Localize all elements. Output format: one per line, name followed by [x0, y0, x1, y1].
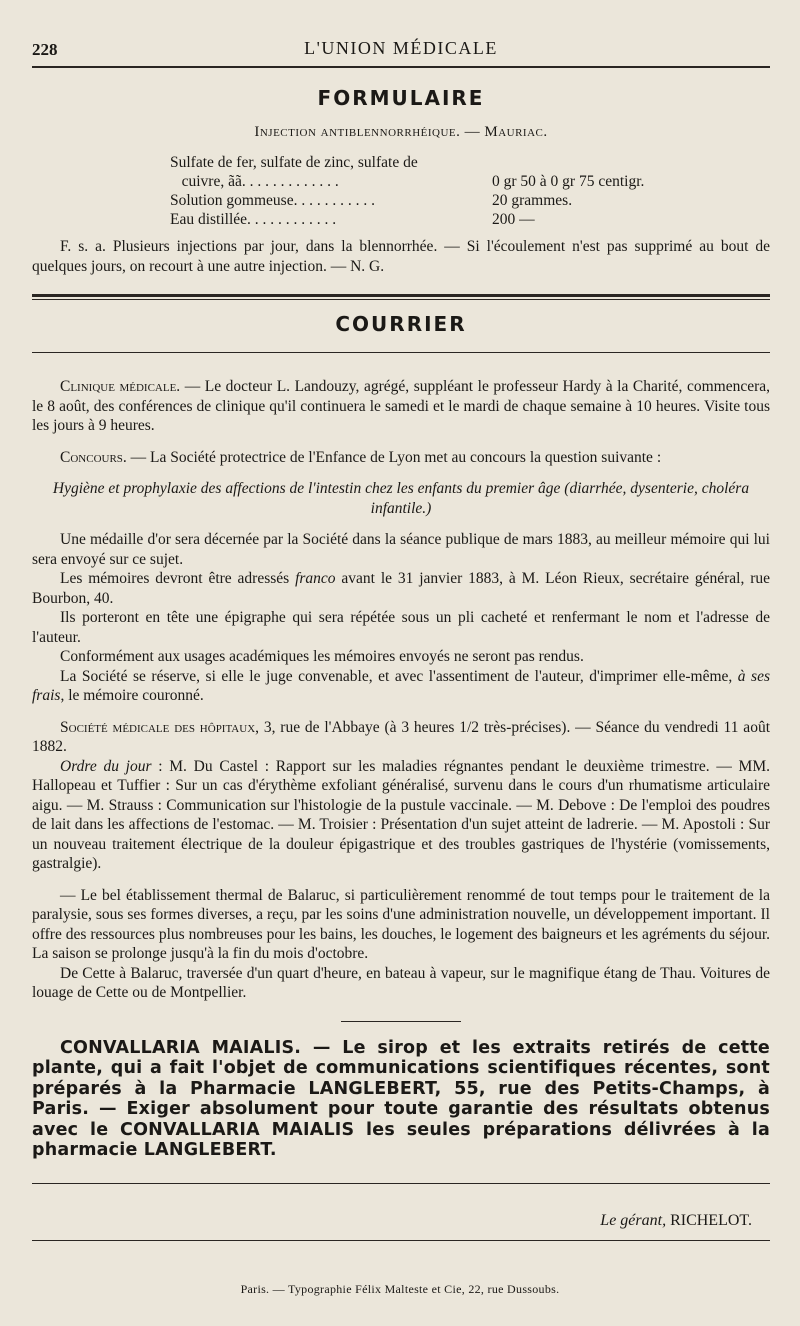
concours-label: Concours. [60, 448, 127, 466]
submission-paragraph: Les mémoires devront être adressés franco avant le 31 janvier 1883, à M. Léon Rieux, secrétaire général, rue Bourbon, 40. [32, 570, 770, 607]
balaruc-travel-paragraph: De Cette à Balaruc, traversée d'un quart d'heure, en bateau à vapeur, sur le magnifique étang de Thau. Voitures de louage de Cette ou de Montpellier. [32, 964, 770, 1001]
formula-row: Eau distillée. . . . . . . . . . . . 200 — [170, 211, 535, 228]
ordre-label: Ordre du jour [60, 757, 152, 775]
formula-note: F. s. a. Plusieurs injections par jour, dans la blennorrhée. — Si l'écoulement n'est pas supprimé au bout de quelques jours, on recourt à une autre injection. — N. G. [32, 238, 770, 275]
medal-paragraph: Une médaille d'or sera décernée par la Société dans la séance publique de mars 1883, au meilleur mémoire qui lui sera envoyé sur ce sujet. [32, 531, 770, 568]
usage-paragraph: Conformément aux usages académiques les mémoires envoyés ne seront pas rendus. [60, 648, 584, 665]
header-rule [32, 66, 770, 68]
formula-table [170, 153, 770, 229]
concours-question: Hygiène et prophylaxie des affections de l'intestin chez les enfants du premier âge (diarrhée, dysenterie, choléra infantile.) [52, 480, 750, 517]
courrier-title: COURRIER [335, 312, 467, 336]
signature-rule [32, 1183, 770, 1184]
formulaire-title: FORMULAIRE [317, 86, 485, 110]
clinique-paragraph: Clinique médicale. — Le docteur L. Landouzy, agrégé, suppléant le professeur Hardy à la Charité, commencera, le 8 août, des conférences de clinique qu'il continuera le samedi et le mardi de chaque semaine à 10 heures. Visite tous les jours à 9 heures. [32, 378, 770, 434]
running-title: L'UNION MÉDICALE [304, 38, 498, 58]
formula-subtitle: Injection antiblennorrhéique. — Mauriac. [254, 124, 548, 140]
section-rule [32, 294, 770, 297]
section-rule-thin [32, 299, 770, 300]
clinique-label: Clinique médicale. [60, 378, 181, 395]
convallaria-advert: CONVALLARIA MAIALIS. — Le sirop et les extraits retirés de cette plante, qui a fait l'objet de communications scientifiques récentes, sont préparés à la Pharmacie LANGLEBERT, 55, rue des Petits-Champs, à Paris. — Exiger absolument pour toute garantie des résultats obtenus avec le CONVALLARIA MAIALIS les seules préparations délivrées à la pharmacie LANGLEBERT. [32, 1037, 770, 1160]
printer-imprint: Paris. — Typographie Félix Malteste et Cie, 22, rue Dussoubs. [240, 1282, 560, 1296]
concours-paragraph: Concours. — La Société protectrice de l'Enfance de Lyon met au concours la question suivante : [60, 448, 662, 466]
reserve-paragraph: La Société se réserve, si elle le juge convenable, et avec l'assentiment de l'auteur, d'imprimer elle-même, à ses frais, le mémoire couronné. [32, 667, 770, 704]
ordre-paragraph: Ordre du jour : M. Du Castel : Rapport sur les maladies régnantes pendant le deuxième trimestre. — MM. Hallopeau et Tuffier : Sur un cas d'érythème exfoliant généralisé, survenu dans le cours d'un rhumatisme articulaire aigu. — M. Strauss : Communication sur l'histologie de la pustule vaccinale. — M. Debove : De l'emploi des poudres de lait dans les affections de l'estomac. — M. Troisier : Présentation d'un sujet atteint de ladrerie. — M. Apostoli : Sur un nouveau traitement électrique de la douleur épigastrique et des troubles gastriques de l'hystérie (vomissements, gastralgie). [32, 757, 770, 872]
page-number: 228 [32, 40, 58, 59]
advert-separator [341, 1021, 461, 1022]
societe-paragraph: Société médicale des hôpitaux, 3, rue de l'Abbaye (à 3 heures 1/2 très-précises). — Séance du vendredi 11 août 1882. [32, 718, 770, 755]
formula-row: cuivre, ãã. . . . . . . . . . . . . 0 gr 50 à 0 gr 75 centigr. [170, 173, 645, 190]
footer-rule [32, 1240, 770, 1241]
page-header [32, 32, 770, 66]
formula-row: Solution gommeuse. . . . . . . . . . . 20 grammes. [170, 192, 573, 209]
epigraph-paragraph: Ils porteront en tête une épigraphe qui sera répétée sous un pli cacheté et renfermant le nom et l'adresse de l'auteur. [32, 609, 770, 646]
formula-row: Sulfate de fer, sulfate de zinc, sulfate de [170, 154, 418, 171]
signature: Le gérant, RICHELOT. [600, 1211, 752, 1229]
balaruc-paragraph: — Le bel établissement thermal de Balaruc, si particulièrement renommé de tout temps pour le traitement de la paralysie, sous ses formes diverses, a reçu, par les soins d'une administration nouvelle, un développement important. Il offre des ressources plus nombreuses pour les bains, les douches, le logement des baigneurs et les agréments du séjour. La saison se prolonge jusqu'à la fin du mois d'octobre. [32, 886, 770, 962]
societe-label: Société médicale des hôpitaux [60, 718, 256, 736]
